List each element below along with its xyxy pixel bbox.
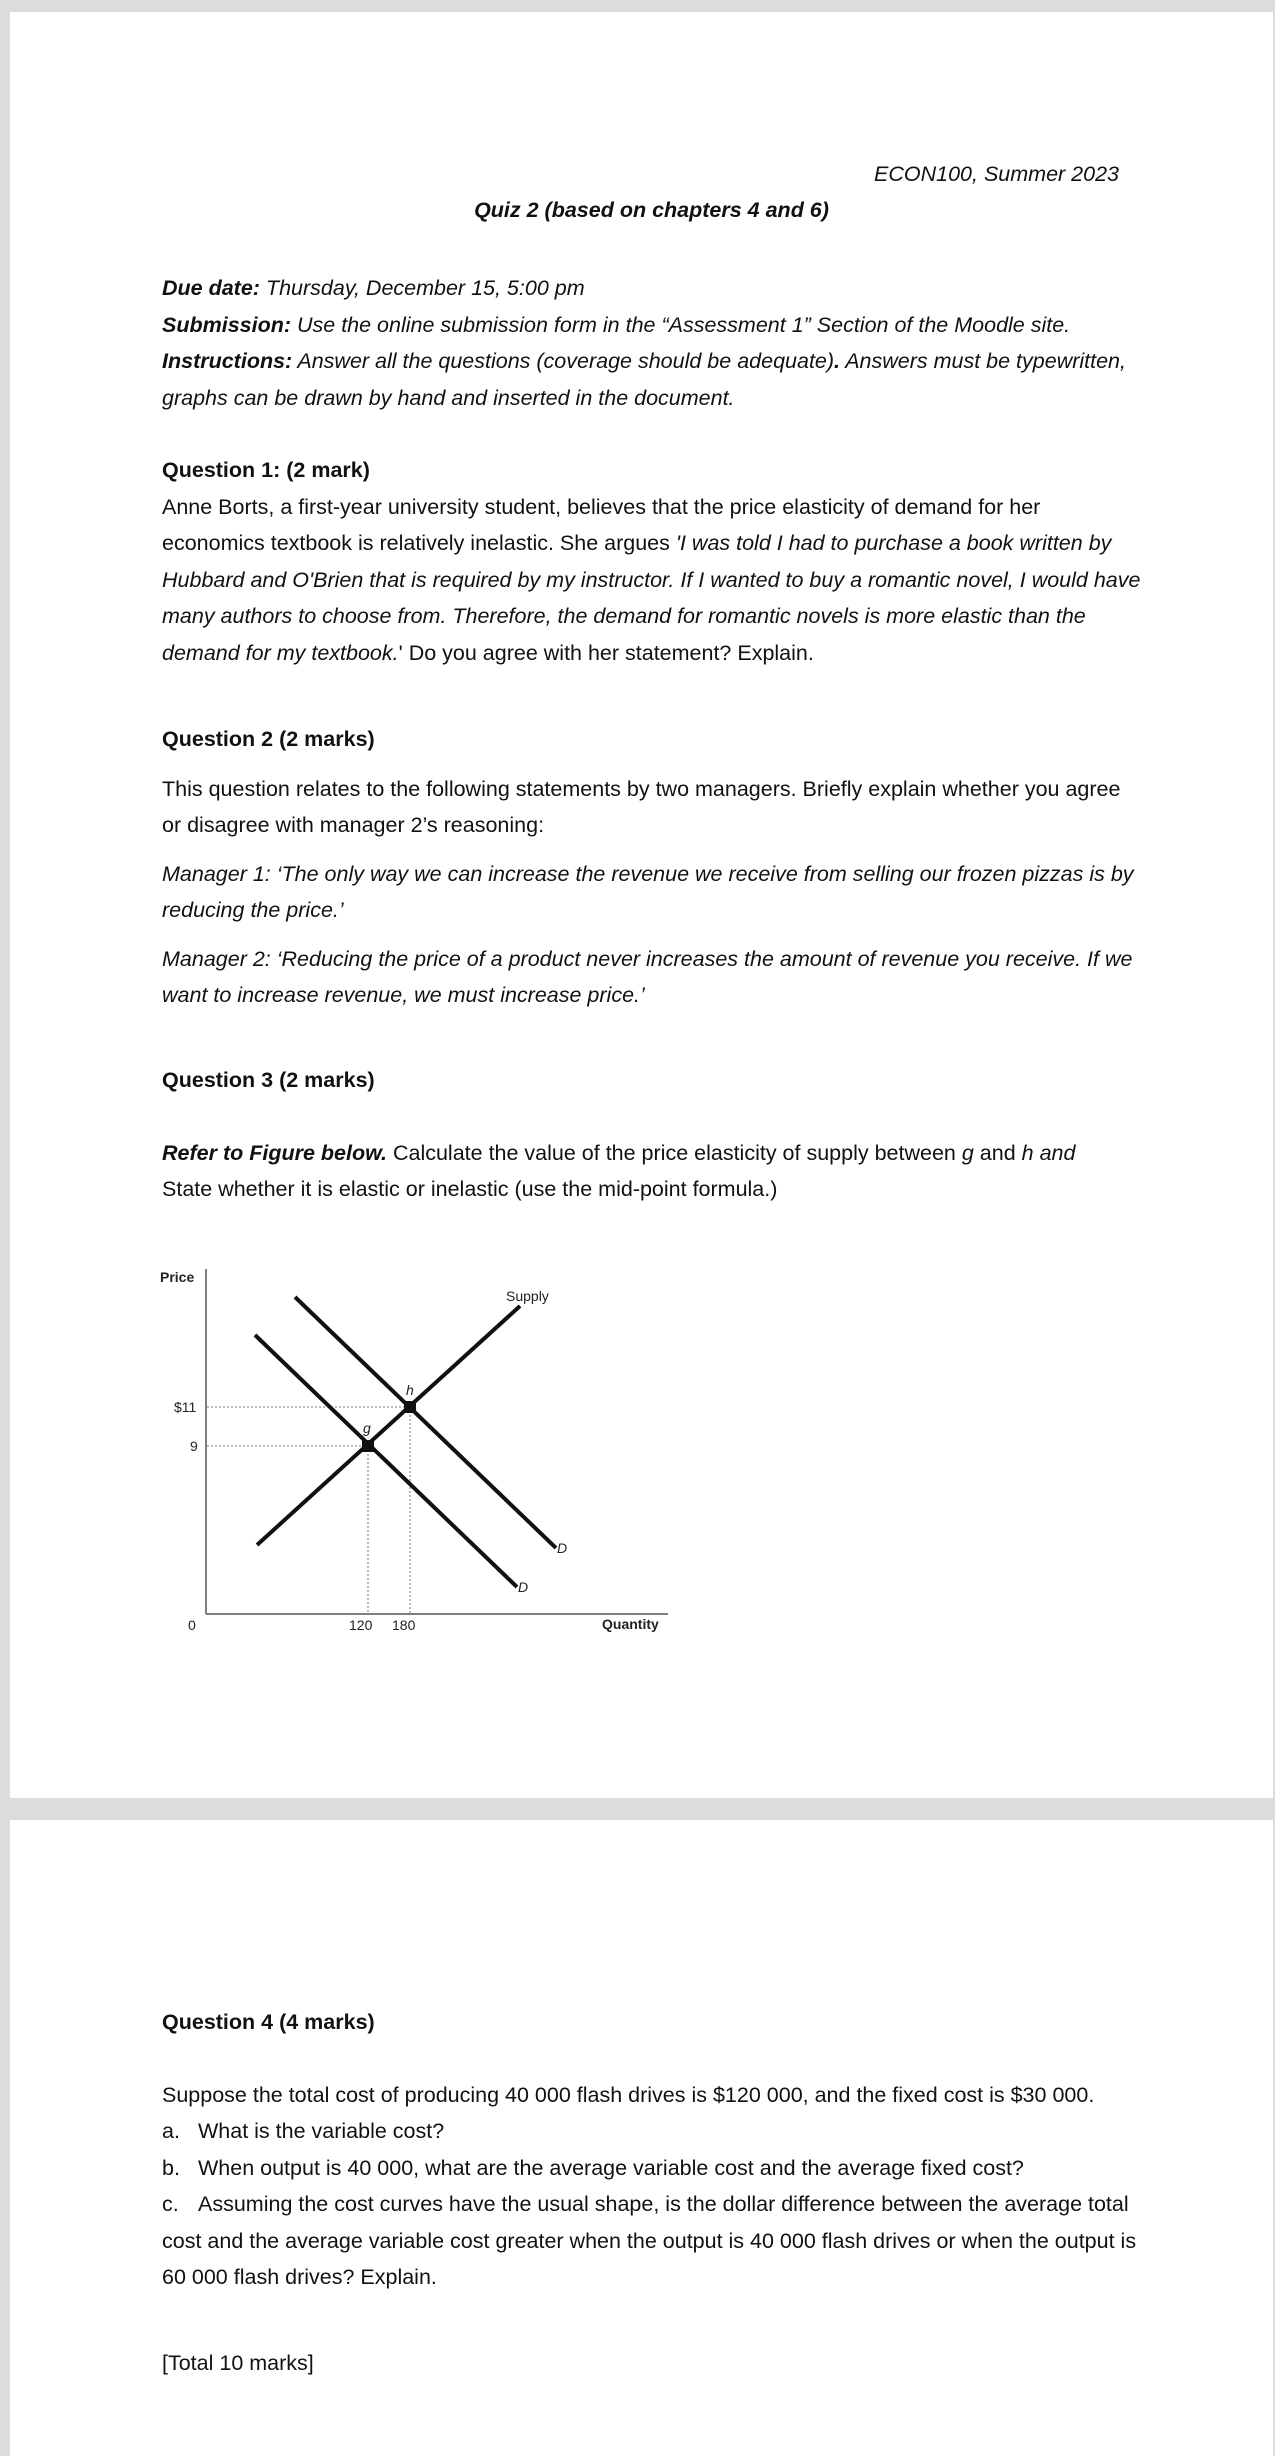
due-label: Due date: (162, 276, 260, 300)
q3-text: Refer to Figure below. Calculate the value of the price elasticity of supply between g and h and (162, 1140, 1076, 1165)
q1-marks: (2 mark) (286, 458, 370, 482)
y-tick-9: 9 (190, 1438, 198, 1454)
q3-heading: Question 3 (2 marks) (162, 1068, 375, 1092)
supply-demand-figure (10, 12, 1273, 1798)
q2-manager2: Manager 2: ‘Reducing the price of a product never increases the amount of revenue you receive. If we want to increase revenue, we must increase price.’ (162, 946, 1133, 1007)
point-g (362, 1440, 374, 1452)
page-2 (10, 1820, 1273, 2456)
due-value: Thursday, December 15, 5:00 pm (259, 276, 585, 300)
y-axis-label: Price (160, 1269, 195, 1285)
instructions-value: Answer all the questions (coverage should be adequate) (292, 349, 835, 373)
q4-heading: Question 4 (4 marks) (162, 2010, 375, 2034)
supply-curve (257, 1306, 520, 1545)
demand-label-original: D (518, 1579, 529, 1595)
x-tick-180: 180 (392, 1617, 416, 1633)
demand-curve-shifted (295, 1297, 556, 1548)
q1-text: Anne Borts, a first-year university student, believes that the price elasticity of demand for her economics textbook is relatively inelastic. She argues 'I was told I had to purchase a book written by Hubbard and O'Brien that is required by my instructor. If I wanted to buy a romantic novel, I would have many authors to choose from. Therefore, the demand for romantic novels is more elastic than the demand for my textbook.' Do you agree with her statement? Explain. (162, 494, 1141, 665)
q4-item-b: b. When output is 40 000, what are the average variable cost and the average fixed cost? (162, 2155, 1024, 2180)
submission-label: Submission: (162, 312, 292, 337)
course-header: ECON100, Summer 2023 (874, 162, 1119, 186)
page-1 (10, 12, 1273, 1798)
x-tick-120: 120 (349, 1617, 373, 1633)
question-4 (162, 2004, 1142, 2381)
q2-heading: Question 2 (2 marks) (162, 727, 375, 751)
point-g-label: g (363, 1420, 371, 1436)
x-axis-label: Quantity (602, 1616, 659, 1632)
q2-manager1: Manager 1: ‘The only way we can increase the revenue we receive from selling our frozen pizzas is by reducing the price.’ (162, 861, 1134, 922)
quiz-title: Quiz 2 (based on chapters 4 and 6) (474, 198, 829, 222)
instructions-label: Instructions: (162, 349, 293, 373)
submission-value: Use the online submission form in the “Assessment 1” Section of the Moodle site. (291, 312, 1071, 337)
demand-label-shifted: D (557, 1540, 568, 1556)
point-h (404, 1401, 416, 1413)
origin-label: 0 (188, 1617, 196, 1633)
total-marks: [Total 10 marks] (162, 2350, 314, 2375)
point-h-label: h (406, 1382, 414, 1398)
instructions-value-2: Answers must be typewritten, graphs can be drawn by hand and inserted in the document. (162, 349, 1126, 410)
y-tick-11: $11 (174, 1399, 197, 1415)
q3-text-2: State whether it is elastic or inelastic (use the mid-point formula.) (162, 1177, 778, 1201)
q4-item-a: a. What is the variable cost? (162, 2119, 445, 2143)
demand-curve-original (255, 1335, 517, 1587)
instructions-dot: . (834, 349, 841, 373)
supply-label: Supply (506, 1288, 549, 1304)
q4-item-c: c. Assuming the cost curves have the usual shape, is the dollar difference between the average total cost and the average variable cost greater when the output is 40 000 flash drives or when the output is 60 000 flash drives? Explain. (162, 2192, 1137, 2289)
q4-intro: Suppose the total cost of producing 40 000 flash drives is $120 000, and the fixed cost is $30 000. (162, 2082, 1095, 2107)
q2-intro: This question relates to the following statements by two managers. Briefly explain whether you agree or disagree with manager 2’s reasoning: (162, 776, 1121, 837)
q1-heading: Question 1: (162, 458, 287, 482)
